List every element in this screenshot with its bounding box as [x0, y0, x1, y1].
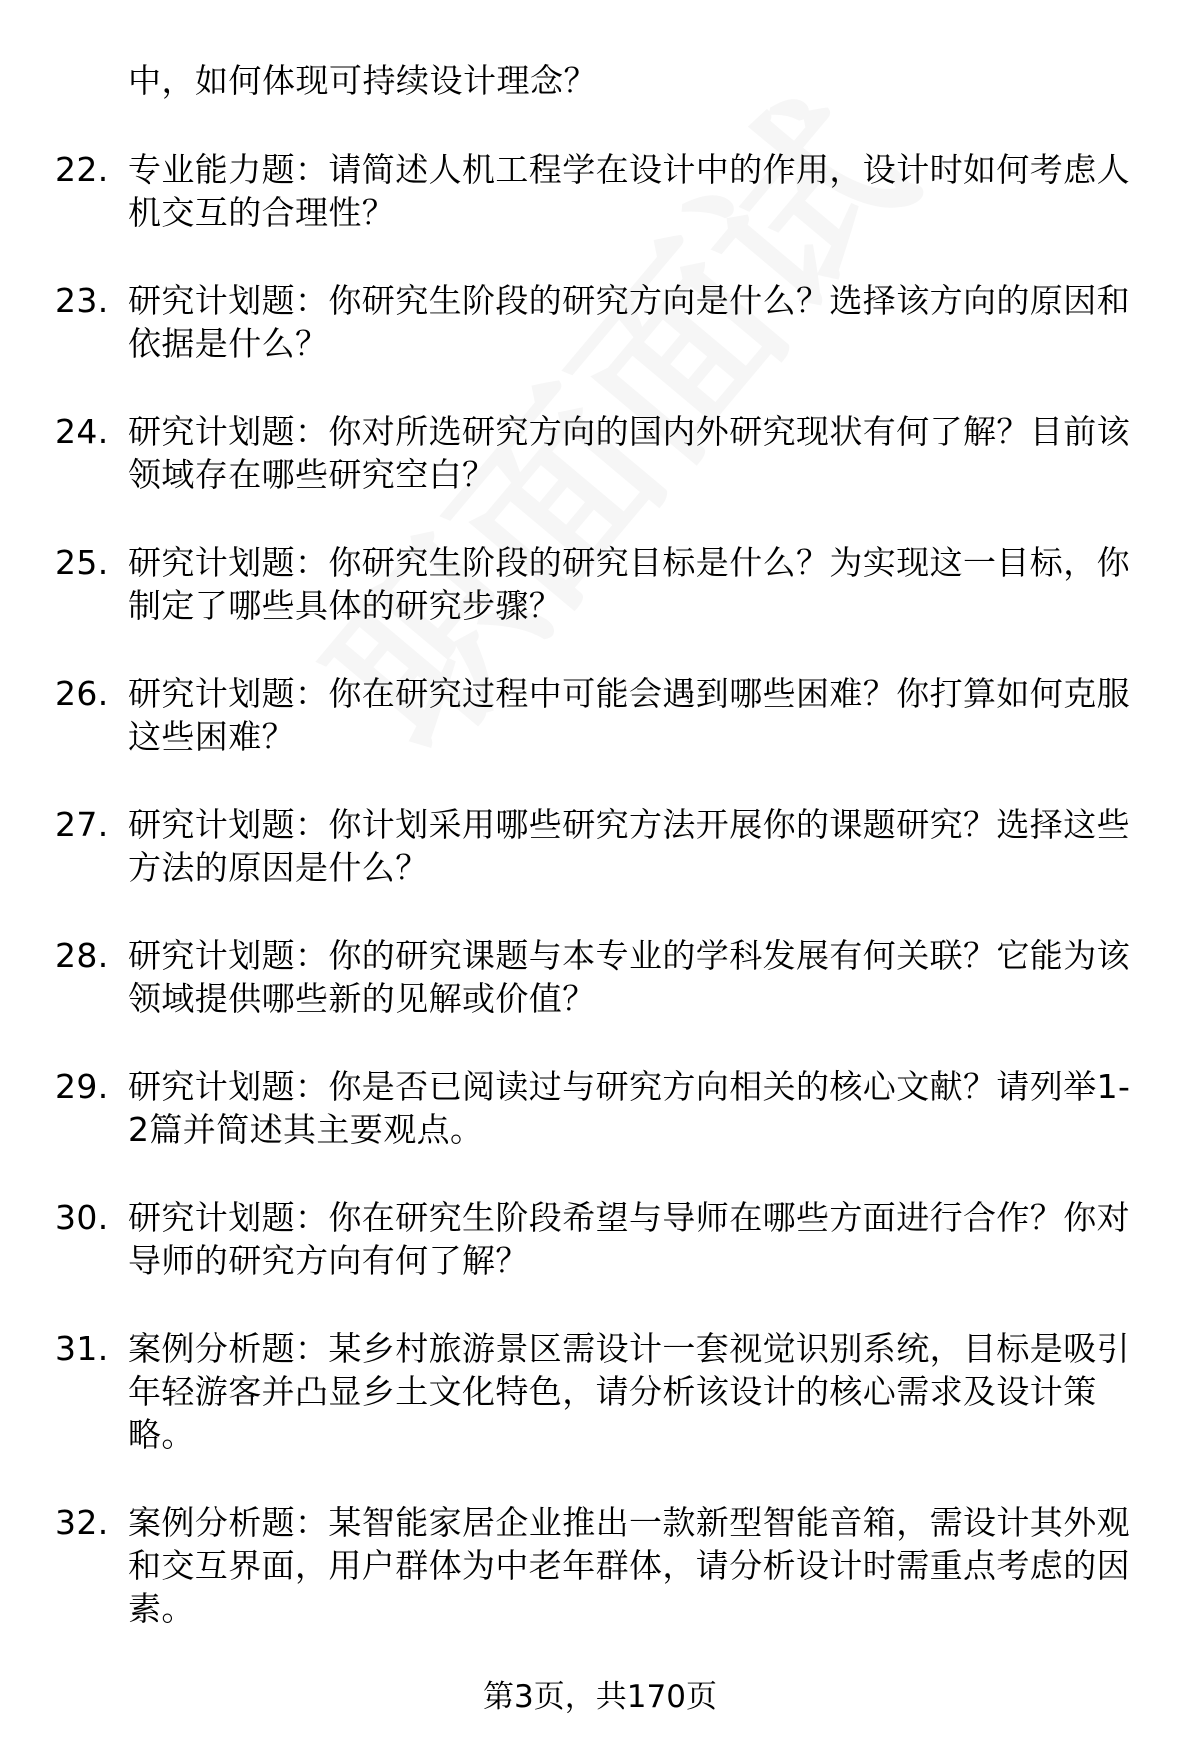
question-text: 研究计划题：你的研究课题与本专业的学科发展有何关联？它能为该领域提供哪些新的见解或价值？ [128, 936, 1130, 1018]
question-item [0, 1065, 1138, 1151]
question-number: 30. [55, 1198, 109, 1237]
question-text: 研究计划题：你是否已阅读过与研究方向相关的核心文献？请列举1-2篇并简述其主要观点。 [128, 1067, 1131, 1149]
question-item [0, 279, 1138, 365]
previous-question-continuation: 中，如何体现可持续设计理念？ [128, 61, 597, 100]
question-number: 25. [55, 543, 109, 582]
question-number: 32. [55, 1503, 109, 1542]
question-number: 22. [55, 150, 109, 189]
question-text: 研究计划题：你在研究过程中可能会遇到哪些困难？你打算如何克服这些困难？ [128, 674, 1130, 756]
question-item [0, 934, 1138, 1020]
question-number: 31. [55, 1329, 109, 1368]
question-text: 研究计划题：你计划采用哪些研究方法开展你的课题研究？选择这些方法的原因是什么？ [128, 805, 1130, 887]
question-number: 29. [55, 1067, 109, 1106]
question-item [0, 1196, 1138, 1282]
question-number: 24. [55, 412, 109, 451]
question-text: 研究计划题：你对所选研究方向的国内外研究现状有何了解？目前该领域存在哪些研究空白？ [128, 412, 1130, 494]
question-text: 案例分析题：某智能家居企业推出一款新型智能音箱，需设计其外观和交互界面，用户群体为中老年群体，请分析设计时需重点考虑的因素。 [128, 1503, 1130, 1628]
question-text: 研究计划题：你研究生阶段的研究方向是什么？选择该方向的原因和依据是什么？ [128, 281, 1130, 363]
question-item [0, 1501, 1138, 1630]
question-item [0, 1327, 1138, 1456]
question-list [0, 148, 1200, 1675]
question-text: 专业能力题：请简述人机工程学在设计中的作用，设计时如何考虑人机交互的合理性？ [128, 150, 1130, 232]
question-number: 23. [55, 281, 109, 320]
question-item [0, 410, 1138, 496]
question-item [0, 148, 1138, 234]
question-number: 26. [55, 674, 109, 713]
page-footer: 第3页，共170页 [483, 1679, 717, 1715]
question-item [0, 541, 1138, 627]
question-item [0, 803, 1138, 889]
question-text: 研究计划题：你研究生阶段的研究目标是什么？为实现这一目标，你制定了哪些具体的研究步骤？ [128, 543, 1130, 625]
question-number: 27. [55, 805, 109, 844]
question-text: 案例分析题：某乡村旅游景区需设计一套视觉识别系统，目标是吸引年轻游客并凸显乡土文化特色，请分析该设计的核心需求及设计策略。 [128, 1329, 1130, 1454]
question-text: 研究计划题：你在研究生阶段希望与导师在哪些方面进行合作？你对导师的研究方向有何了解？ [128, 1198, 1130, 1280]
question-number: 28. [55, 936, 109, 975]
question-item [0, 672, 1138, 758]
